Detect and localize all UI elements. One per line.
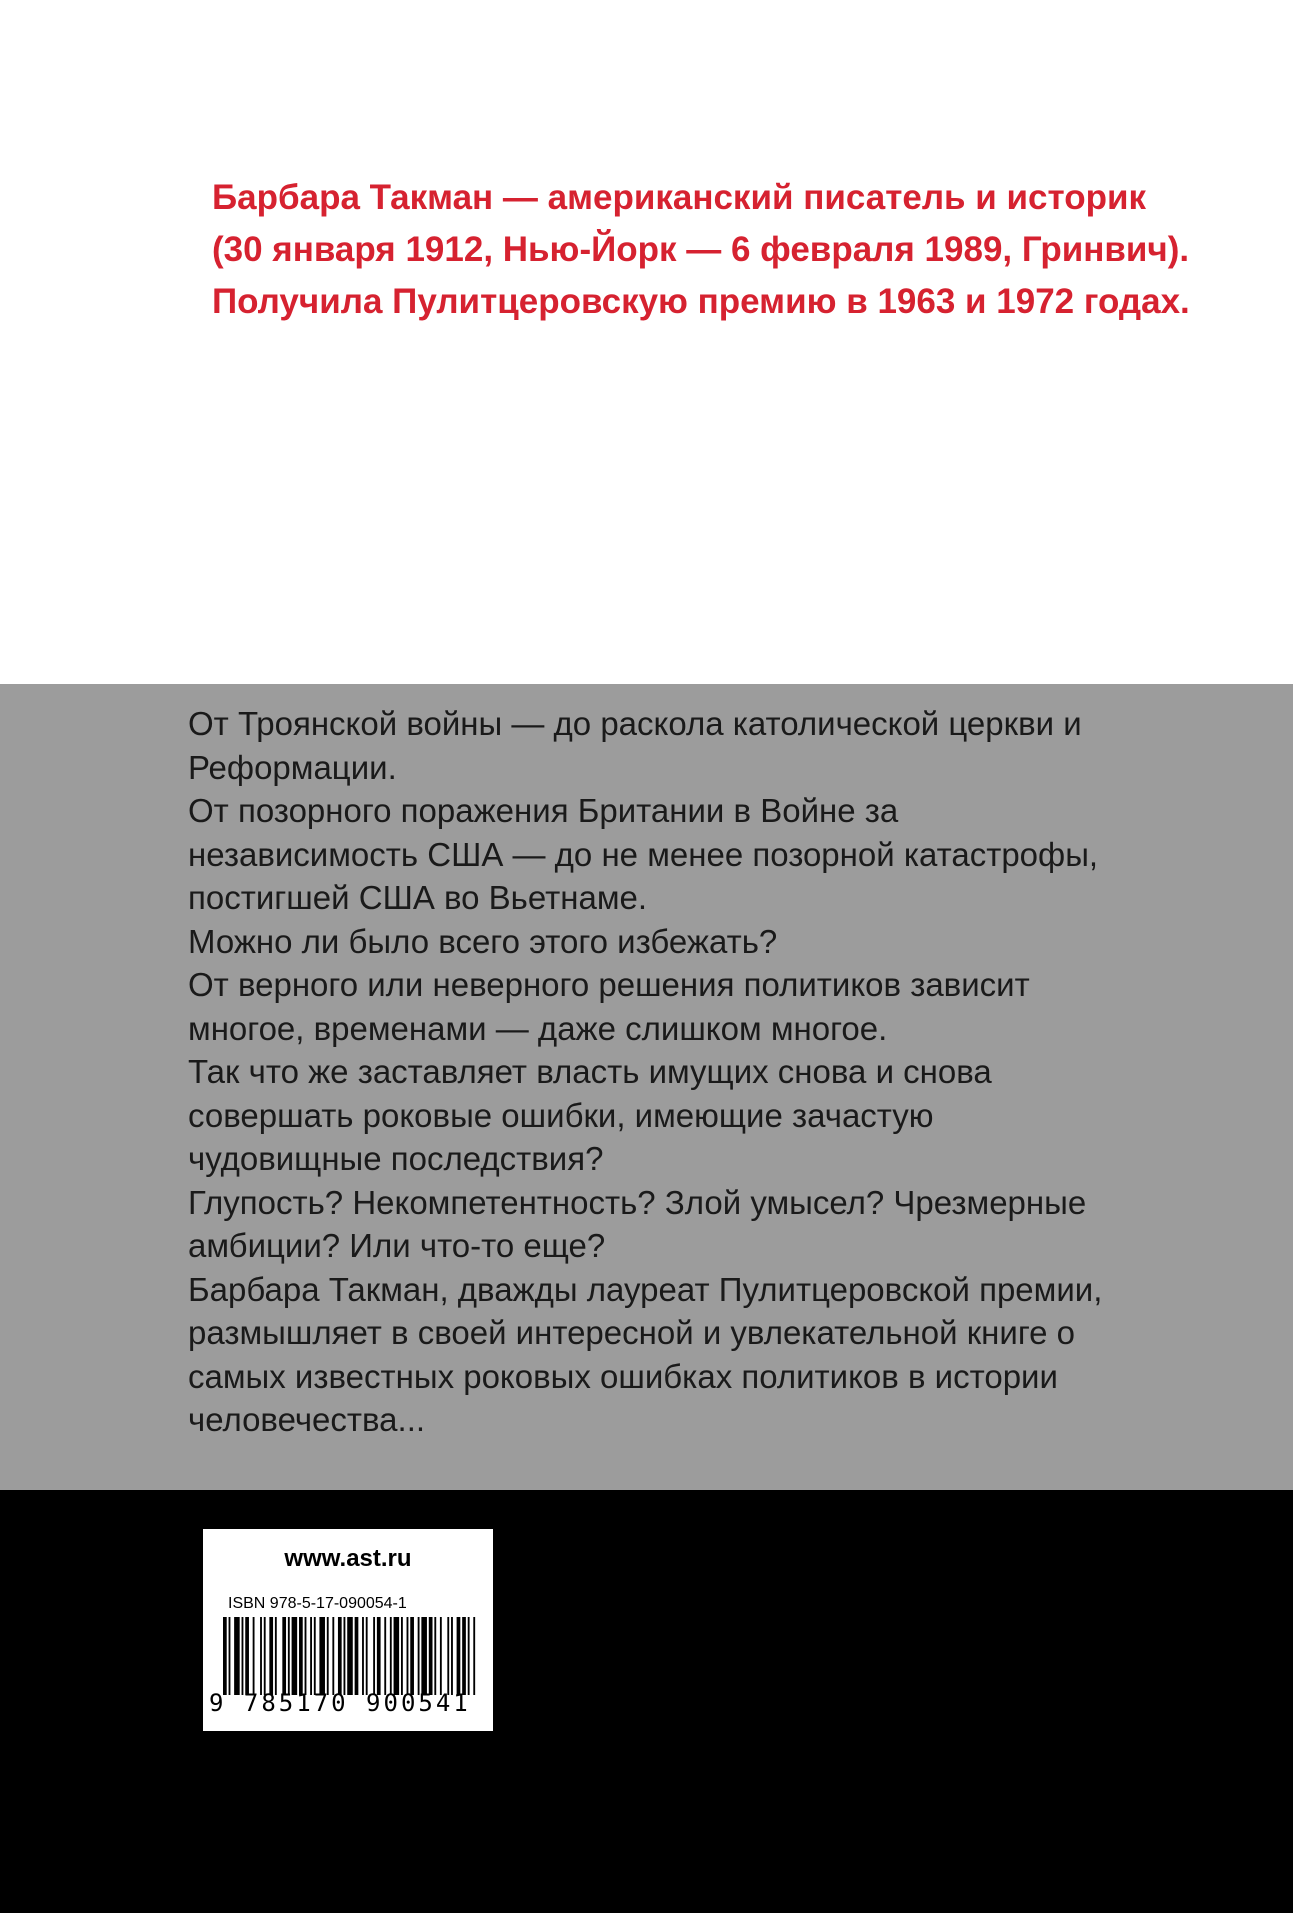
barcode-bar (440, 1617, 442, 1695)
barcode-bar (319, 1617, 325, 1695)
barcode-bar (373, 1617, 375, 1695)
barcode-bar (245, 1617, 249, 1695)
author-bio (212, 172, 1212, 328)
blurb-line: Так что же заставляет власть имущих снова и снова (188, 1053, 992, 1090)
blurb-line: От верного или неверного решения политиков зависит (188, 966, 1030, 1003)
blurb-section (0, 684, 1293, 1490)
barcode-bar (407, 1617, 409, 1695)
barcode-bar (229, 1617, 231, 1695)
barcode-bar (327, 1617, 329, 1695)
barcode-bar (429, 1617, 433, 1695)
blurb-line: независимость США — до не менее позорной катастрофы, (188, 835, 1099, 873)
barcode-bar (362, 1617, 364, 1695)
barcode-bar (253, 1617, 255, 1695)
barcode-bar (223, 1617, 227, 1695)
barcode-bar (418, 1617, 420, 1695)
blurb-line: самых известных роковых ошибках политиков в истории (188, 1357, 1058, 1395)
author-bio-line: Получила Пулитцеровскую премию в 1963 и 1972 годах. (212, 282, 1190, 321)
blurb-line: От Троянской войны — до раскола католической церкви и (188, 705, 1082, 742)
blurb-line: чудовищные последствия? (188, 1140, 604, 1177)
blurb-line: амбиции? Или что-то еще? (188, 1227, 606, 1264)
barcode-bar (473, 1617, 475, 1695)
author-bio-line: (30 января 1912, Нью-Йорк — 6 февраля 1989, Гринвич). (212, 230, 1190, 269)
blurb-line: Глупость? Некомпетентность? Злой умысел? Чрезмерные (188, 1183, 1087, 1221)
blurb-line: От позорного поражения Британии в Войне за (188, 792, 899, 829)
barcode-bar (457, 1617, 461, 1695)
barcode-bar (314, 1617, 316, 1695)
barcode-bar (410, 1617, 414, 1695)
barcode-digits: 9 785170 900541 (209, 1689, 471, 1717)
barcode-bars (223, 1617, 477, 1695)
blurb-line: многое, временами — даже слишком многое. (188, 1009, 888, 1047)
barcode-bar (421, 1617, 427, 1695)
blurb-line: человечества... (188, 1401, 426, 1438)
barcode-bar (344, 1617, 346, 1695)
barcode-bar (332, 1617, 334, 1695)
blurb-line: Реформации. (188, 748, 397, 786)
barcode-bar (275, 1617, 277, 1695)
barcode-bar (299, 1617, 303, 1695)
blurb-line: размышляет в своей интересной и увлекательной книге о (188, 1314, 1076, 1351)
blurb-line: Барбара Такман, дважды лауреат Пулитцеровской премии, (188, 1270, 1103, 1308)
isbn-number: ISBN 978-5-17-090054-1 (228, 1595, 407, 1612)
barcode-bar (269, 1617, 273, 1695)
barcode-bar (288, 1617, 290, 1695)
barcode-bar (401, 1617, 403, 1695)
barcode-bar (242, 1617, 244, 1695)
barcode-bar (234, 1617, 240, 1695)
barcode-bar (260, 1617, 262, 1695)
barcode-bar (468, 1617, 470, 1695)
barcode-bar (384, 1617, 386, 1695)
author-bio-section (0, 0, 1293, 684)
barcode-bar (282, 1617, 286, 1695)
barcode-bar (451, 1617, 453, 1695)
barcode-bar (292, 1617, 298, 1695)
blurb-line: совершать роковые ошибки, имеющие зачастую (188, 1096, 934, 1134)
barcode-bar (377, 1617, 381, 1695)
blurb-line: Можно ли было всего этого избежать? (188, 922, 778, 960)
publisher-website: www.ast.ru (284, 1545, 412, 1572)
barcode-bar (366, 1617, 368, 1695)
barcode-label (203, 1529, 493, 1731)
author-bio-line: Барбара Такман — американский писатель и историк (212, 178, 1146, 217)
barcode-bar (347, 1617, 353, 1695)
barcode-bar (264, 1617, 266, 1695)
barcode-bar (434, 1617, 436, 1695)
blurb-line: постигшей США во Вьетнаме. (188, 879, 648, 916)
barcode-bar (390, 1617, 392, 1695)
barcode-bar (355, 1617, 359, 1695)
barcode-bar (338, 1617, 342, 1695)
barcode-bar (462, 1617, 466, 1695)
barcode-bar (447, 1617, 449, 1695)
barcode-bar (305, 1617, 307, 1695)
book-blurb (188, 702, 1248, 1442)
barcode-section (0, 1490, 1293, 1913)
barcode-bar (394, 1617, 400, 1695)
barcode-bar (310, 1617, 312, 1695)
